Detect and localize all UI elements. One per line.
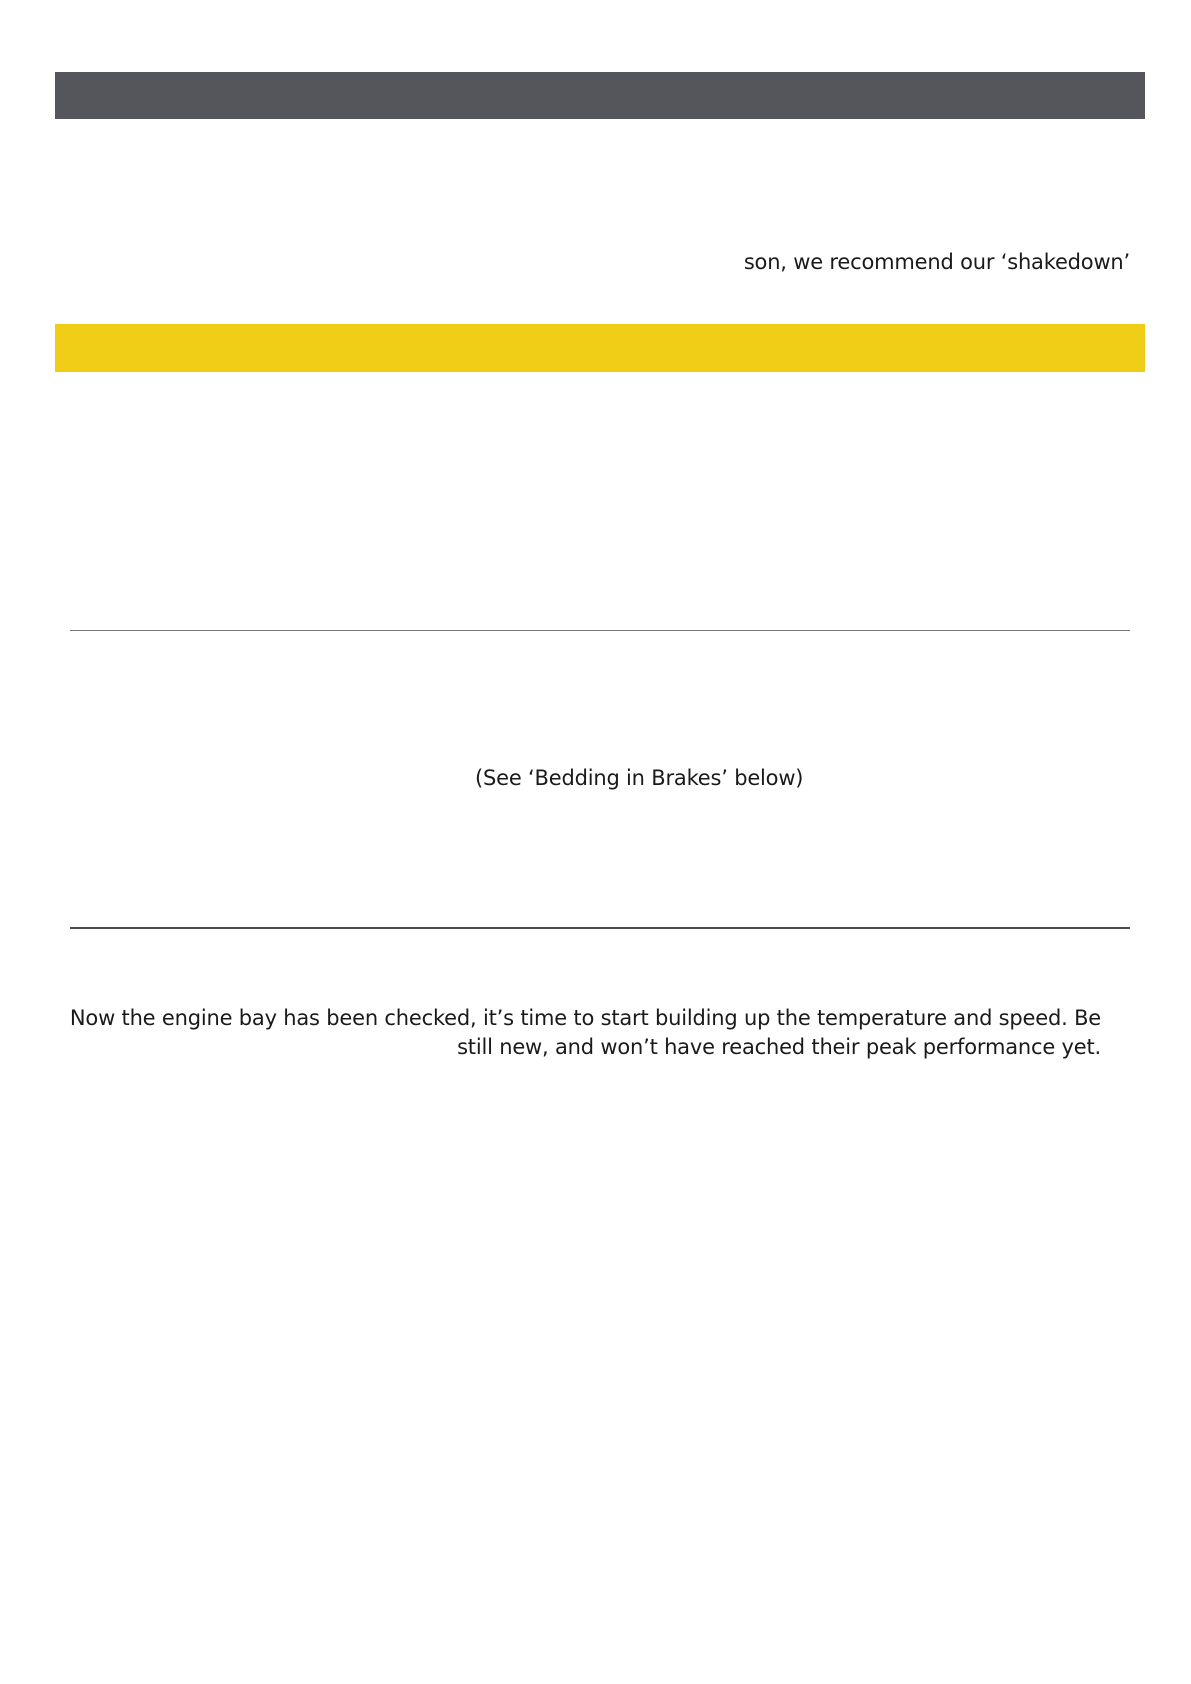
section-bar	[55, 324, 1145, 372]
header-bar	[55, 72, 1145, 119]
brakes-note-text: (See ‘Bedding in Brakes’ below)	[475, 766, 804, 790]
engine-paragraph-line-1: Now the engine bay has been checked, it’s time to start building up the temperature and speed. Be	[69, 1006, 1101, 1030]
divider-2	[70, 927, 1130, 929]
divider-1	[70, 630, 1130, 631]
intro-fragment-text: son, we recommend our ‘shakedown’	[743, 250, 1130, 274]
engine-paragraph-line-2: still new, and won’t have reached their peak performance yet.	[457, 1035, 1101, 1059]
